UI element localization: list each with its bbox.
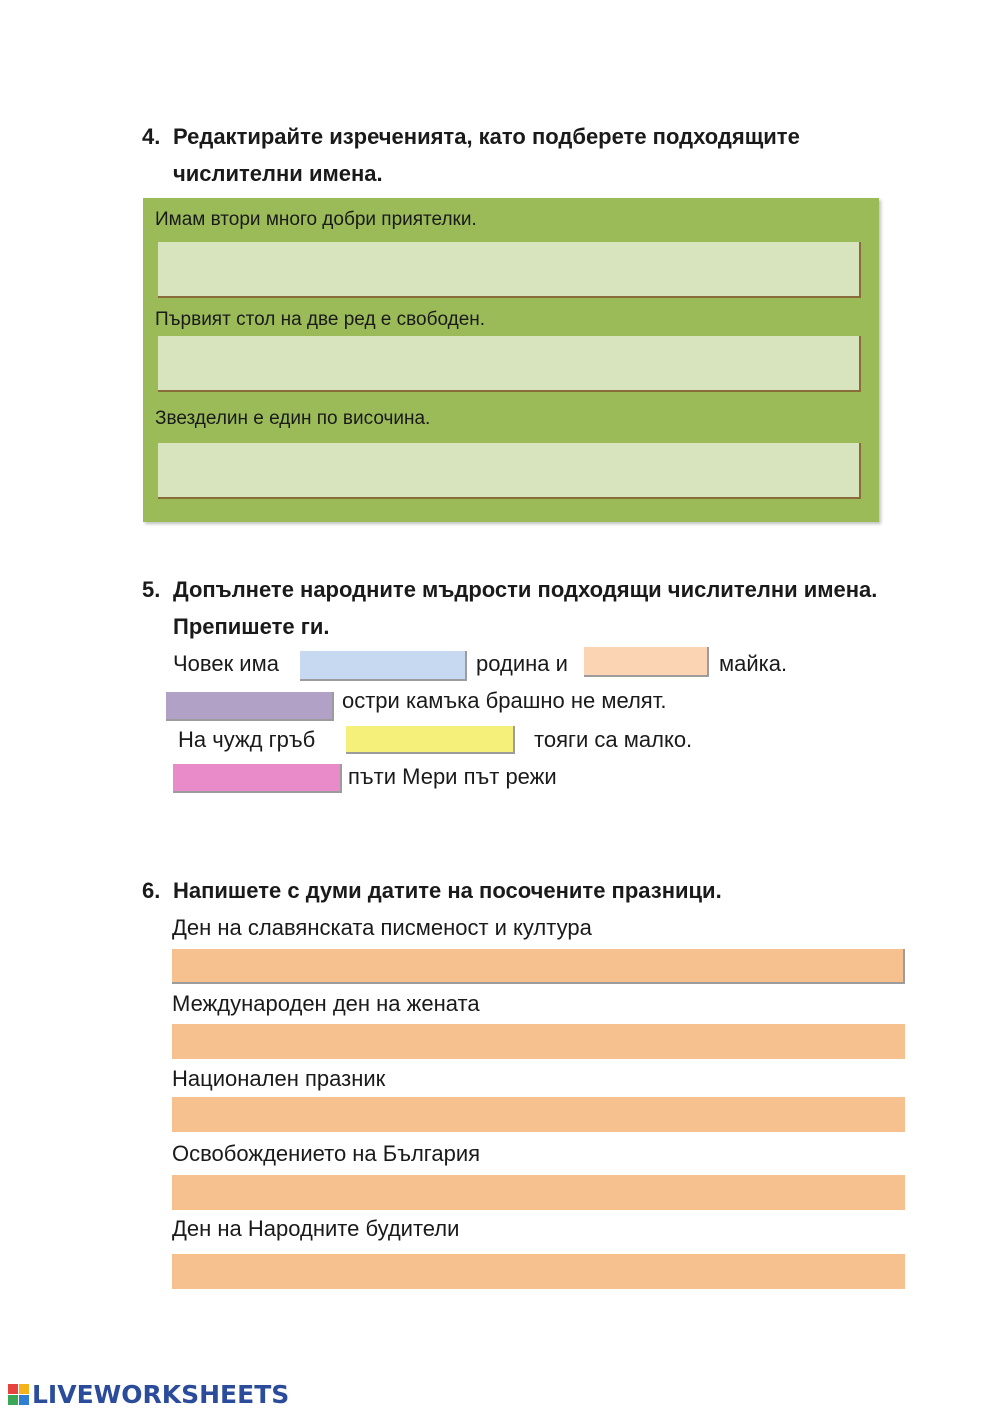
liveworksheets-logo: [8, 1379, 289, 1409]
proverb-1-part-c: майка.: [719, 651, 788, 676]
holiday-label-1: Ден на славянската писменост и култура: [172, 915, 592, 940]
task-4-sentence-3: Звезделин е един по височина.: [155, 408, 431, 429]
proverb-1-blank-1[interactable]: [300, 651, 467, 681]
proverb-4-text: пъти Мери път режи: [348, 764, 557, 789]
holiday-label-3: Национален празник: [172, 1066, 386, 1091]
holiday-label-5: Ден на Народните будители: [172, 1216, 460, 1241]
proverb-4-blank[interactable]: [173, 764, 342, 793]
proverb-3-blank[interactable]: [346, 726, 515, 754]
holiday-answer-4[interactable]: [172, 1175, 905, 1210]
task-6-title: Напишете с думи датите на посочените празници.: [173, 878, 722, 903]
proverb-2-blank[interactable]: [166, 692, 334, 721]
proverb-1-part-b: родина и: [476, 651, 568, 676]
logo-text: LIVEWORKSHEETS: [32, 1379, 290, 1409]
task-4-sentence-2: Първият стол на две ред е свободен.: [155, 309, 486, 330]
task-4-sentence-1: Имам втори много добри приятелки.: [155, 209, 477, 230]
proverb-2-text: остри камъка брашно не мелят.: [342, 688, 667, 713]
task-6-number: 6.: [142, 878, 161, 903]
task-4-answer-1[interactable]: [158, 242, 861, 298]
proverb-3-part-a: На чужд гръб: [178, 727, 316, 752]
proverb-1-part-a: Човек има: [173, 651, 279, 676]
proverb-1-blank-2[interactable]: [584, 647, 709, 677]
holiday-label-4: Освобождението на България: [172, 1141, 481, 1166]
logo-cubes-icon: [8, 1384, 29, 1405]
holiday-answer-1[interactable]: [172, 949, 905, 984]
task-4-title: Редактирайте изреченията, като подберете подходящите числителни имена.: [173, 124, 800, 186]
proverb-3-part-b: тояги са малко.: [534, 727, 693, 752]
holiday-answer-2[interactable]: [172, 1024, 905, 1059]
task-5-heading: [142, 571, 902, 645]
task-4-answer-3[interactable]: [158, 443, 861, 499]
task-4-number: 4.: [142, 124, 161, 149]
task-4-heading: [142, 118, 902, 192]
task-6-heading: [142, 872, 902, 909]
holiday-answer-3[interactable]: [172, 1097, 905, 1132]
holiday-answer-5[interactable]: [172, 1254, 905, 1289]
task-5-number: 5.: [142, 577, 161, 602]
holiday-label-2: Международен ден на жената: [172, 991, 480, 1016]
task-5-title: Допълнете народните мъдрости подходящи числителни имена. Препишете ги.: [173, 577, 878, 639]
task-4-answer-2[interactable]: [158, 336, 861, 392]
